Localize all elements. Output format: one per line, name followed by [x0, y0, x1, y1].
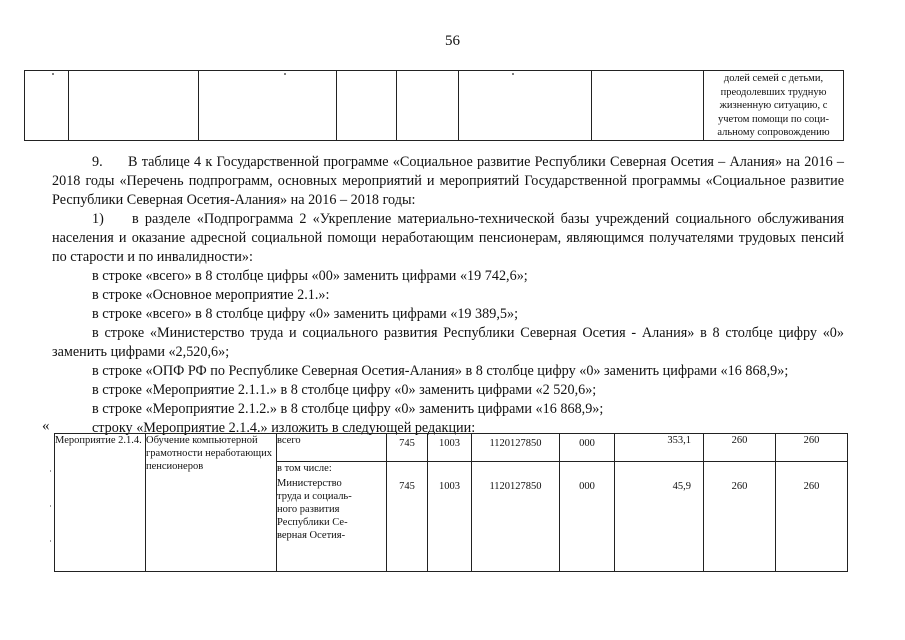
expense-type-cell: 000: [560, 434, 615, 462]
table-cell: [337, 71, 397, 141]
value-2018-cell: 260: [776, 462, 848, 572]
table-continuation: [24, 70, 844, 141]
target-article-cell: 1120127850: [472, 434, 560, 462]
table-measure-2-1-4: [54, 433, 848, 572]
measure-name-cell: Мероприятие 2.1.4.: [55, 434, 146, 572]
indicator-text: долей семей с детьми, преодолевших трудную жизненную ситуацию, с учетом помощи по соци- альному сопровождению: [717, 73, 830, 138]
instruction-line: в строке «Основное мероприятие 2.1.»:: [92, 287, 330, 303]
table-cell: [592, 71, 704, 141]
scan-speck: [50, 470, 51, 472]
section-cell: 1003: [428, 462, 472, 572]
target-article-cell: 1120127850: [472, 462, 560, 572]
measure-description-cell: Обучение компьютерной грамотности неработающих пенсионеров: [146, 434, 277, 572]
table-cell: [199, 71, 337, 141]
table-cell: [459, 71, 592, 141]
opening-quote: «: [42, 418, 50, 434]
value-2017-cell: 260: [704, 462, 776, 572]
executor-cell: [277, 462, 387, 572]
scan-speck: [50, 540, 51, 542]
instruction-line: в строке «Мероприятие 2.1.1.» в 8 столбце цифру «0» заменить цифрами «2 520,6»;: [92, 382, 597, 398]
page-number: 56: [445, 33, 460, 49]
grbs-cell: 745: [387, 434, 428, 462]
table-cell: [25, 71, 69, 141]
instruction-line: в строке «Мероприятие 2.1.2.» в 8 столбце цифру «0» заменить цифрами «16 868,9»;: [92, 401, 604, 417]
instruction-line: в строке «Министерство труда и социального развития Республики Северная Осетия - Алания» в 8 столбце цифру «0» заменить цифрами «2,520,6»;: [52, 325, 844, 360]
value-2018-cell: 260: [776, 434, 848, 462]
table-cell: [69, 71, 199, 141]
instruction-line: в строке «ОПФ РФ по Республике Северная Осетия-Алания» в 8 столбце цифру «0» заменить цифрами «16 868,9»;: [92, 363, 789, 379]
subparagraph-number: 1): [92, 211, 104, 227]
table-row: [55, 434, 848, 462]
scan-speck: [512, 73, 514, 75]
instruction-line: в строке «всего» в 8 столбце цифры «00» заменить цифрами «19 742,6»;: [92, 268, 528, 284]
value-2016-cell: 353,1: [615, 434, 704, 462]
value-2017-cell: 260: [704, 434, 776, 462]
scan-speck: [284, 73, 286, 75]
instruction-line: в строке «всего» в 8 столбце цифру «0» заменить цифрами «19 389,5»;: [92, 306, 519, 322]
scan-speck: [52, 73, 54, 75]
expense-type-cell: 000: [560, 462, 615, 572]
scan-speck: [50, 505, 51, 507]
grbs-cell: 745: [387, 462, 428, 572]
value-2016-cell: 45,9: [615, 462, 704, 572]
document-body: [52, 153, 844, 438]
table-cell-indicator: [704, 71, 844, 141]
paragraph-9: 9. В таблице 4 к Государственной программе «Социальное развитие Республики Северная Осетия – Алания» на 2016 – 2018 годы «Перечень подпрограмм, основных мероприятий и мероприятий Государственной программы «Социальное развитие Республики Северная Осетия-Алания» на 2016 – 2018 годы:: [52, 154, 844, 208]
executor-label: в том числе:: [277, 463, 332, 474]
table-cell: [397, 71, 459, 141]
subparagraph-1: 1) в разделе «Подпрограмма 2 «Укрепление материально-технической базы учреждений социального обслуживания населения и оказание адресной социальной помощи неработающим пенсионерам, являющимся получателями трудовых пенсий по старости и по инвалидности»:: [52, 211, 844, 265]
paragraph-number: 9.: [92, 154, 103, 170]
section-cell: 1003: [428, 434, 472, 462]
executor-name: Министерство труда и социаль- ного развития Республики Се- верная Осетия-: [277, 478, 352, 541]
executor-cell: всего: [277, 434, 387, 462]
instruction-line: строку «Мероприятие 2.1.4.» изложить в следующей редакции:: [92, 420, 476, 436]
